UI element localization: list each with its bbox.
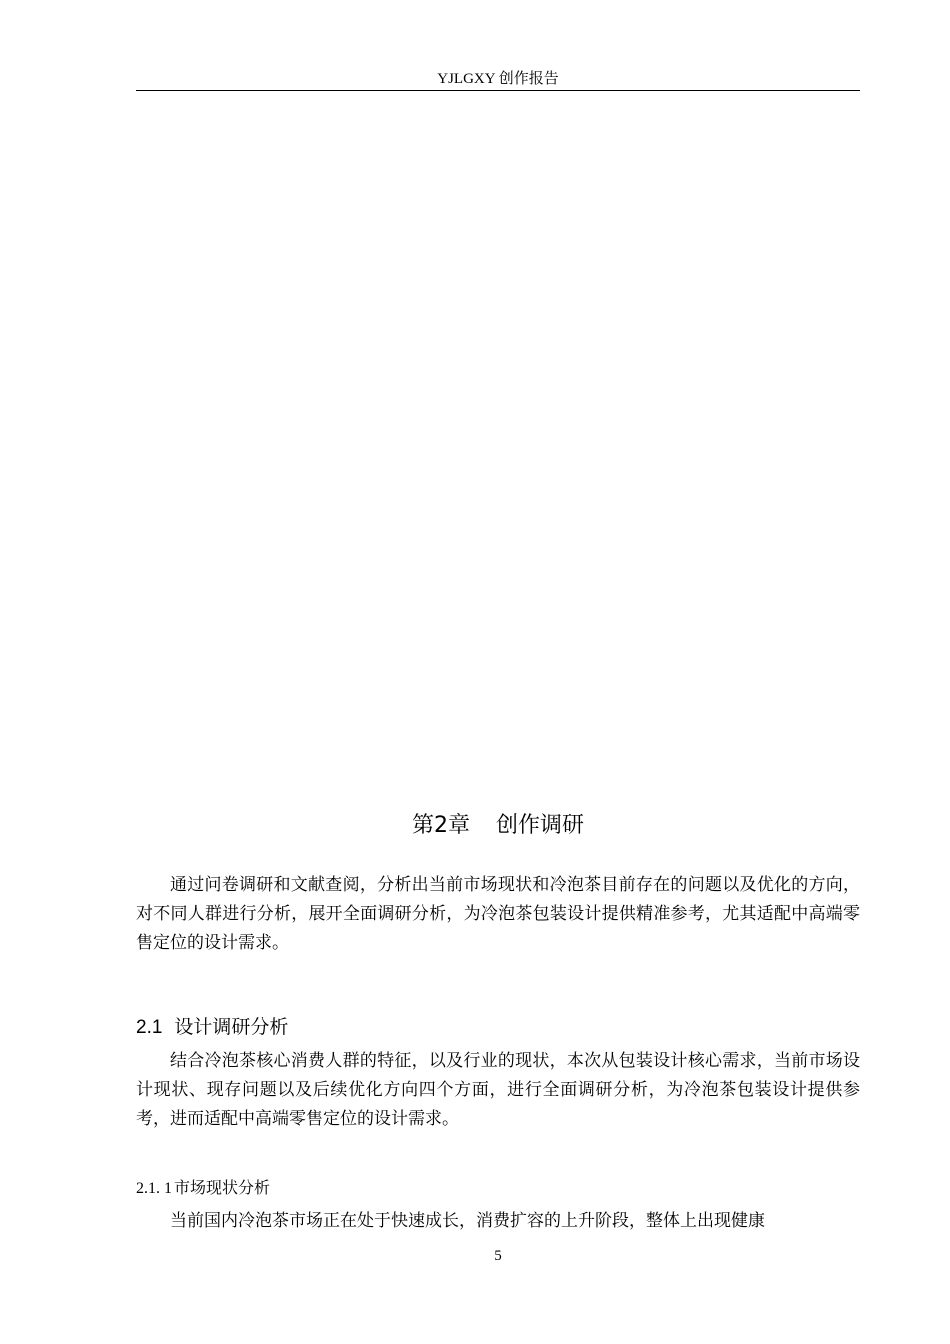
section-number: 2.1 bbox=[136, 1017, 163, 1038]
subsection-heading bbox=[136, 1175, 860, 1202]
header-rule bbox=[136, 90, 860, 91]
chapter-name: 创作调研 bbox=[495, 813, 584, 838]
chapter-number: 第2章 bbox=[411, 813, 470, 838]
subsection-title: 市场现状分析 bbox=[174, 1178, 271, 1197]
intro-paragraph: 通过问卷调研和文献查阅，分析出当前市场现状和冷泡茶目前存在的问题以及优化的方向，对不同人群进行分析，展开全面调研分析，为冷泡茶包装设计提供精准参考，尤其适配中高端零售定位的设计需求。 bbox=[136, 875, 860, 953]
chapter-title bbox=[136, 810, 860, 842]
subsection-number: 2.1. 1 bbox=[136, 1180, 172, 1197]
section-paragraph: 结合冷泡茶核心消费人群的特征，以及行业的现状，本次从包装设计核心需求，当前市场设计现状、现存问题以及后续优化方向四个方面，进行全面调研分析，为冷泡茶包装设计提供参考，进而适配中高端零售定位的设计需求。 bbox=[136, 1051, 860, 1129]
running-header: YJLGXY 创作报告 bbox=[437, 71, 559, 87]
section-heading bbox=[136, 1013, 860, 1042]
page-number: 5 bbox=[494, 1248, 502, 1264]
subsection-paragraph: 当前国内冷泡茶市场正在处于快速成长，消费扩容的上升阶段，整体上出现健康 bbox=[170, 1211, 765, 1231]
section-title: 设计调研分析 bbox=[174, 1016, 289, 1038]
